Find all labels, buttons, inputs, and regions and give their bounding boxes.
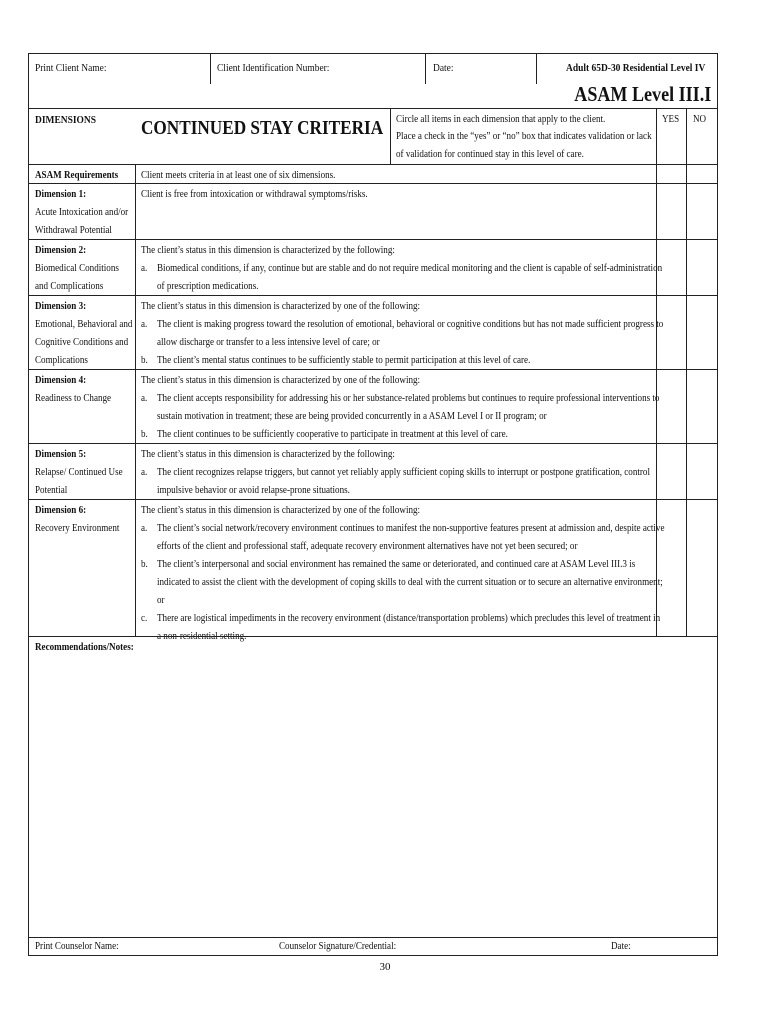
- item-marker: a.: [141, 318, 148, 330]
- dimension-4-desc: Readiness to Change: [35, 392, 112, 404]
- client-name-label: Print Client Name:: [35, 62, 107, 74]
- dimension-1-lead: Client is free from intoxication or withdrawal symptoms/risks.: [141, 188, 368, 200]
- dimension-3-desc: Complications: [35, 354, 88, 366]
- item-marker: a.: [141, 466, 148, 478]
- dimension-2-desc: and Complications: [35, 280, 104, 292]
- criteria-item: The client continues to be sufficiently cooperative to participate in treatment at this level of care.: [157, 428, 508, 440]
- dimension-6-lead: The client’s status in this dimension is characterized by one of the following:: [141, 504, 421, 516]
- criteria-item: or: [157, 594, 165, 606]
- item-marker: b.: [141, 428, 148, 440]
- criteria-item: The client is making progress toward the resolution of emotional, behavioral or cognitive conditions but has not made sufficient progress to: [157, 318, 664, 330]
- item-marker: a.: [141, 522, 148, 534]
- instruction-line-1: Circle all items in each dimension that apply to the client.: [396, 113, 606, 125]
- dimension-3-desc: Emotional, Behavioral and: [35, 318, 133, 330]
- dimension-5-desc: Potential: [35, 484, 68, 496]
- asam-requirements-text: Client meets criteria in at least one of six dimensions.: [141, 169, 336, 181]
- criteria-item: impulsive behavior or avoid relapse-prone situations.: [157, 484, 350, 496]
- item-marker: a.: [141, 392, 148, 404]
- notes-area[interactable]: [29, 656, 717, 936]
- criteria-item: sustain motivation in treatment; these are being provided concurrently in a ASAM Level I or II program; or: [157, 410, 547, 422]
- criteria-item: The client accepts responsibility for addressing his or her substance-related problems but continues to require professional interventions to: [157, 392, 660, 404]
- dimension-5-desc: Relapse/ Continued Use: [35, 466, 123, 478]
- dimension-6-desc: Recovery Environment: [35, 522, 120, 534]
- dimension-2-lead: The client’s status in this dimension is characterized by the following:: [141, 244, 395, 256]
- criteria-item: There are logistical impediments in the recovery environment (distance/transportation problems) which precludes this level of treatment in: [157, 612, 661, 624]
- dimension-3-title: Dimension 3:: [35, 300, 87, 312]
- criteria-item: a non-residential setting.: [157, 630, 247, 642]
- criteria-item: of prescription medications.: [157, 280, 259, 292]
- dimension-3-lead: The client’s status in this dimension is characterized by one of the following:: [141, 300, 421, 312]
- criteria-item: efforts of the client and professional staff, adequate recovery environment alternatives have not yet been secured; or: [157, 540, 578, 552]
- criteria-item: Biomedical conditions, if any, continue but are stable and do not require medical monitoring and the client is capable of self-administration: [157, 262, 663, 274]
- criteria-item: The client’s interpersonal and social environment has remained the same or deteriorated, and continued care at ASAM Level III.3 is: [157, 558, 636, 570]
- date-label: Date:: [433, 62, 454, 74]
- criteria-item: The client’s social network/recovery environment continues to manifest the non-supportive features present at admission and, despite active: [157, 522, 665, 534]
- client-id-label: Client Identification Number:: [217, 62, 330, 74]
- counselor-signature-label: Counselor Signature/Credential:: [279, 940, 397, 952]
- item-marker: c.: [141, 612, 148, 624]
- dimension-2-title: Dimension 2:: [35, 244, 87, 256]
- notes-label: Recommendations/Notes:: [35, 641, 134, 653]
- item-marker: a.: [141, 262, 148, 274]
- page-number: 30: [379, 961, 391, 973]
- dimension-1-title: Dimension 1:: [35, 188, 87, 200]
- footer-date-label: Date:: [611, 940, 631, 952]
- dimension-5-title: Dimension 5:: [35, 448, 87, 460]
- dimension-1-desc: Withdrawal Potential: [35, 224, 112, 236]
- instruction-line-2: Place a check in the “yes” or “no” box that indicates validation or lack: [396, 130, 652, 142]
- dimension-4-title: Dimension 4:: [35, 374, 87, 386]
- criteria-item: indicated to assist the client with the development of coping skills to deal with the current situation or to secure an alternative environment;: [157, 576, 663, 588]
- section-title: CONTINUED STAY CRITERIA: [141, 117, 384, 139]
- item-marker: b.: [141, 558, 148, 570]
- asam-level-title: ASAM Level III.I: [574, 82, 711, 106]
- dimension-6-title: Dimension 6:: [35, 504, 87, 516]
- dimension-5-lead: The client’s status in this dimension is characterized by the following:: [141, 448, 395, 460]
- criteria-item: The client recognizes relapse triggers, but cannot yet reliably apply sufficient coping skills to interrupt or postpone gratification, control: [157, 466, 650, 478]
- dimension-2-desc: Biomedical Conditions: [35, 262, 119, 274]
- criteria-item: The client’s mental status continues to be sufficiently stable to permit participation at this level of care.: [157, 354, 531, 366]
- asam-no-checkbox[interactable]: [687, 165, 717, 183]
- yes-column-header: YES: [662, 113, 680, 125]
- dimension-3-desc: Cognitive Conditions and: [35, 336, 129, 348]
- criteria-item: allow discharge or transfer to a less intensive level of care; or: [157, 336, 380, 348]
- no-column-header: NO: [693, 113, 707, 125]
- asam-yes-checkbox[interactable]: [657, 165, 686, 183]
- item-marker: b.: [141, 354, 148, 366]
- asam-requirements-label: ASAM Requirements: [35, 169, 119, 181]
- counselor-name-label: Print Counselor Name:: [35, 940, 119, 952]
- dimension-4-lead: The client’s status in this dimension is characterized by one of the following:: [141, 374, 421, 386]
- program-title: Adult 65D-30 Residential Level IV: [566, 62, 706, 74]
- dimensions-header: DIMENSIONS: [35, 114, 96, 126]
- form-page: [28, 53, 718, 956]
- dimension-1-desc: Acute Intoxication and/or: [35, 206, 129, 218]
- instruction-line-3: of validation for continued stay in this level of care.: [396, 148, 584, 160]
